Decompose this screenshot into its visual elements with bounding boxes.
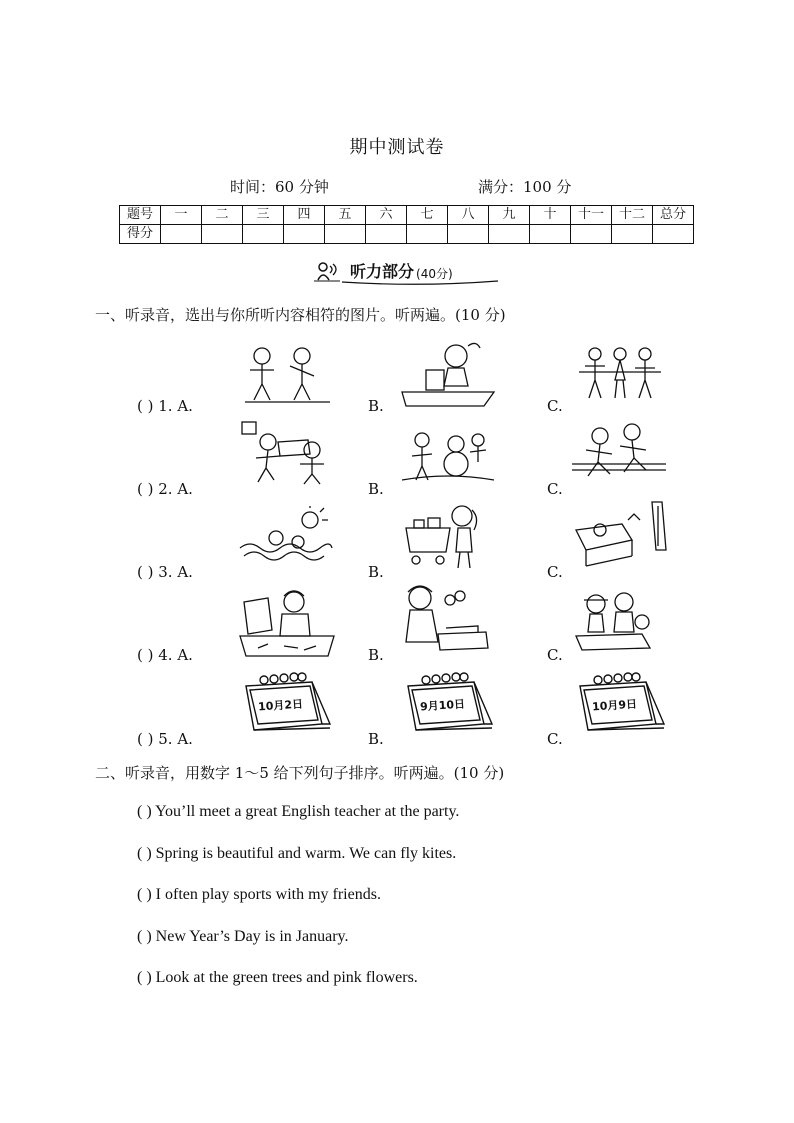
col-3: 三: [243, 206, 284, 225]
row-head-number: 题号: [120, 206, 161, 225]
question-number-row: [120, 206, 694, 225]
col-1: 一: [161, 206, 202, 225]
calendar-c-date: 10月9日: [591, 697, 638, 714]
score-cell[interactable]: [612, 225, 653, 244]
sentence-4: ( ) New Year’s Day is in January.: [137, 928, 349, 945]
col-12: 十二: [612, 206, 653, 225]
row-head-score: 得分: [120, 225, 161, 244]
q5-label: ( ) 5. A.: [137, 730, 193, 748]
q4-label: ( ) 4. A.: [137, 646, 193, 664]
score-cell[interactable]: [243, 225, 284, 244]
picture-1b-girl-reading: [398, 336, 498, 408]
col-9: 九: [489, 206, 530, 225]
q1-option-b: B.: [368, 397, 384, 415]
picture-2b-snowman: [398, 426, 498, 486]
score-cell[interactable]: [284, 225, 325, 244]
picture-3c-child-in-bed: [572, 500, 670, 572]
page-title: 期中测试卷: [349, 137, 445, 158]
score-cell[interactable]: [489, 225, 530, 244]
q2-label: ( ) 2. A.: [137, 480, 193, 498]
picture-1c-girls-dancing: [575, 342, 665, 404]
q2-option-c: C.: [547, 480, 563, 498]
picture-3b-girl-shopping: [400, 500, 490, 570]
col-10: 十: [530, 206, 571, 225]
q3-option-c: C.: [547, 563, 563, 581]
score-info: 满分：100 分: [478, 178, 572, 196]
picture-3a-kids-swimming: [236, 506, 336, 568]
sentence-5: ( ) Look at the green trees and pink flowers.: [137, 969, 418, 986]
score-cell[interactable]: [448, 225, 489, 244]
banner-underline: [340, 278, 500, 286]
calendar-a-date: 10月2日: [257, 697, 304, 714]
picture-1a-kids-exercising: [240, 342, 335, 404]
score-cell[interactable]: [653, 225, 694, 244]
col-6: 六: [366, 206, 407, 225]
col-4: 四: [284, 206, 325, 225]
listening-section-points: (40分): [416, 267, 453, 281]
picture-4b-woman-cooking: [398, 582, 492, 660]
col-11: 十一: [571, 206, 612, 225]
part2-instruction: 二、听录音，用数字 1～5 给下列句子排序。听两遍。(10 分): [95, 764, 505, 782]
score-cell[interactable]: [366, 225, 407, 244]
q5-option-c: C.: [547, 730, 563, 748]
calendar-b-date: 9月10日: [419, 697, 466, 714]
score-cell[interactable]: [530, 225, 571, 244]
col-2: 二: [202, 206, 243, 225]
sentence-1: ( ) You’ll meet a great English teacher at the party.: [137, 803, 460, 820]
score-cell[interactable]: [407, 225, 448, 244]
part1-instruction: 一、听录音，选出与你所听内容相符的图片。听两遍。(10 分): [95, 306, 506, 324]
q5-option-b: B.: [368, 730, 384, 748]
listening-section-title: 听力部分: [350, 262, 415, 281]
picture-2c-kids-running: [570, 420, 668, 486]
q1-option-c: C.: [547, 397, 563, 415]
q1-label: ( ) 1. A.: [137, 397, 193, 415]
sentence-3: ( ) I often play sports with my friends.: [137, 886, 381, 903]
time-info: 时间：60 分钟: [230, 178, 329, 196]
q2-option-b: B.: [368, 480, 384, 498]
score-row: [120, 225, 694, 244]
picture-2a-kids-playing-ball: [238, 418, 338, 486]
score-cell[interactable]: [161, 225, 202, 244]
score-cell[interactable]: [571, 225, 612, 244]
score-table: [119, 205, 694, 244]
score-cell[interactable]: [202, 225, 243, 244]
col-7: 七: [407, 206, 448, 225]
col-5: 五: [325, 206, 366, 225]
q4-option-c: C.: [547, 646, 563, 664]
q3-option-b: B.: [368, 563, 384, 581]
sentence-2: ( ) Spring is beautiful and warm. We can fly kites.: [137, 845, 457, 862]
q4-option-b: B.: [368, 646, 384, 664]
col-8: 八: [448, 206, 489, 225]
picture-4c-family-picnic: [572, 588, 668, 654]
listening-icon: [312, 260, 342, 282]
picture-4a-boy-drawing: [238, 586, 336, 658]
col-total: 总分: [653, 206, 694, 225]
q3-label: ( ) 3. A.: [137, 563, 193, 581]
score-cell[interactable]: [325, 225, 366, 244]
